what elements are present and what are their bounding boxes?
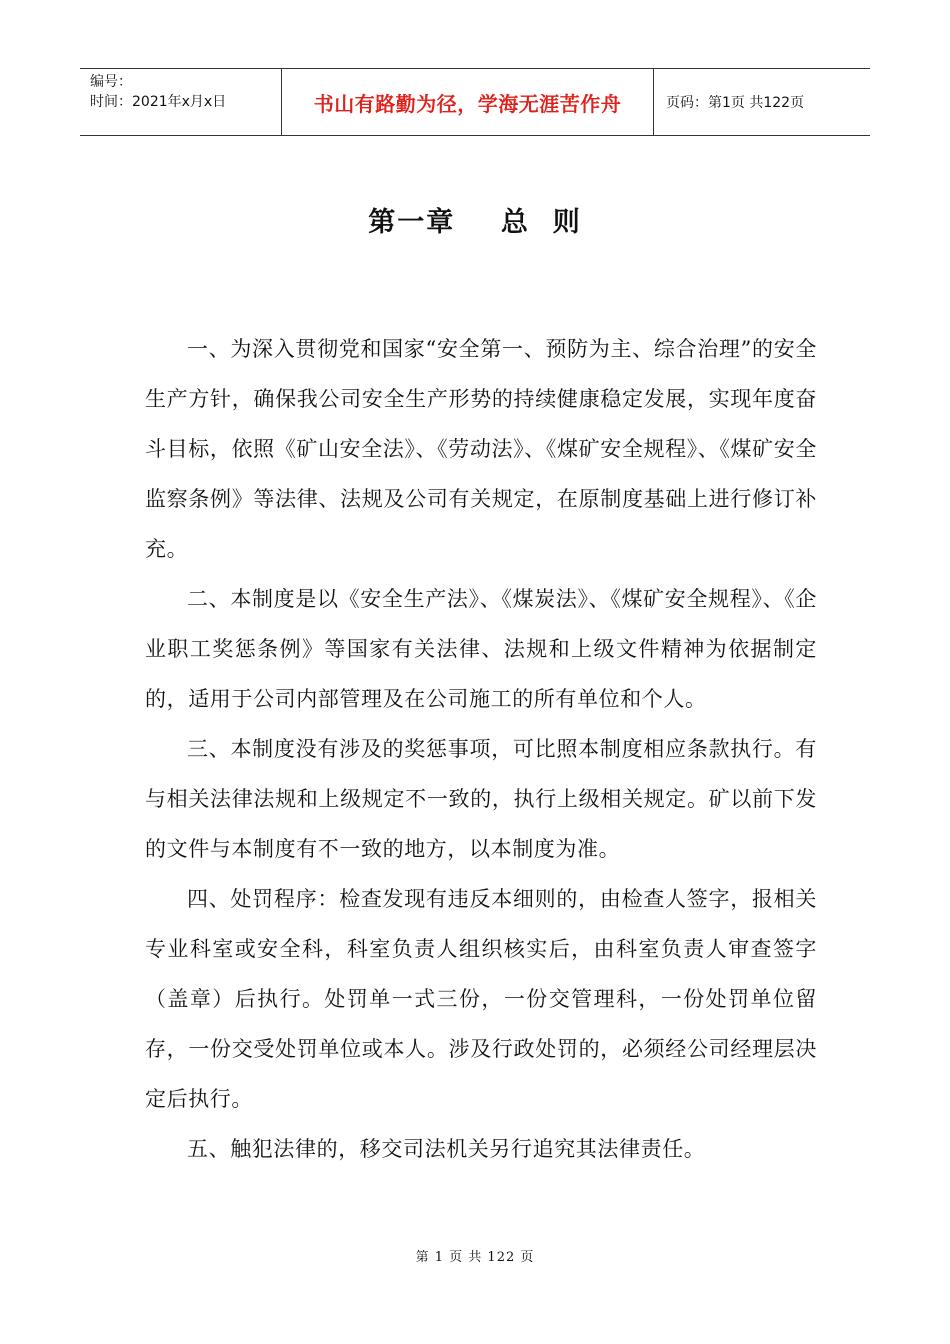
document-header [80,68,870,136]
page-number-label: 页码：第1页 共122页 [666,95,805,111]
document-number-label: 编号： [90,74,132,90]
paragraph-4: 四、处罚程序：检查发现有违反本细则的，由检查人签字，报相关专业科室或安全科，科室负责人组织核实后，由科室负责人审查签字（盖章）后执行。处罚单一式三份，一份交管理科，一份处罚单位留存，一份交受处罚单位或本人。涉及行政处罚的，必须经公司经理层决定后执行。 [145,887,817,1111]
paragraph-1: 一、为深入贯彻党和国家“安全第一、预防为主、综合治理”的安全生产方针，确保我公司安全生产形势的持续健康稳定发展，实现年度奋斗目标，依照《矿山安全法》、《劳动法》、《煤矿安全规程》、《煤矿安全监察条例》等法律、法规及公司有关规定，在原制度基础上进行修订补充。 [145,337,817,561]
chapter-title: 第一章 总 则 [368,207,582,238]
header-motto [282,69,654,135]
page-footer: 第 1 页 共 122 页 [415,1250,535,1265]
header-meta [80,69,282,135]
paragraph-5: 五、触犯法律的，移交司法机关另行追究其法律责任。 [187,1137,706,1161]
header-page-info [654,69,870,135]
document-body [145,324,817,1174]
motto-text: 书山有路勤为径，学海无涯苦作舟 [313,91,622,116]
document-time-label: 时间：2021年x月x日 [90,94,227,110]
paragraph-2: 二、本制度是以《安全生产法》、《煤炭法》、《煤矿安全规程》、《企业职工奖惩条例》等国家有关法律、法规和上级文件精神为依据制定的，适用于公司内部管理及在公司施工的所有单位和个人。 [145,587,817,711]
paragraph-3: 三、本制度没有涉及的奖惩事项，可比照本制度相应条款执行。有与相关法律法规和上级规定不一致的，执行上级相关规定。矿以前下发的文件与本制度有不一致的地方，以本制度为准。 [145,737,817,861]
